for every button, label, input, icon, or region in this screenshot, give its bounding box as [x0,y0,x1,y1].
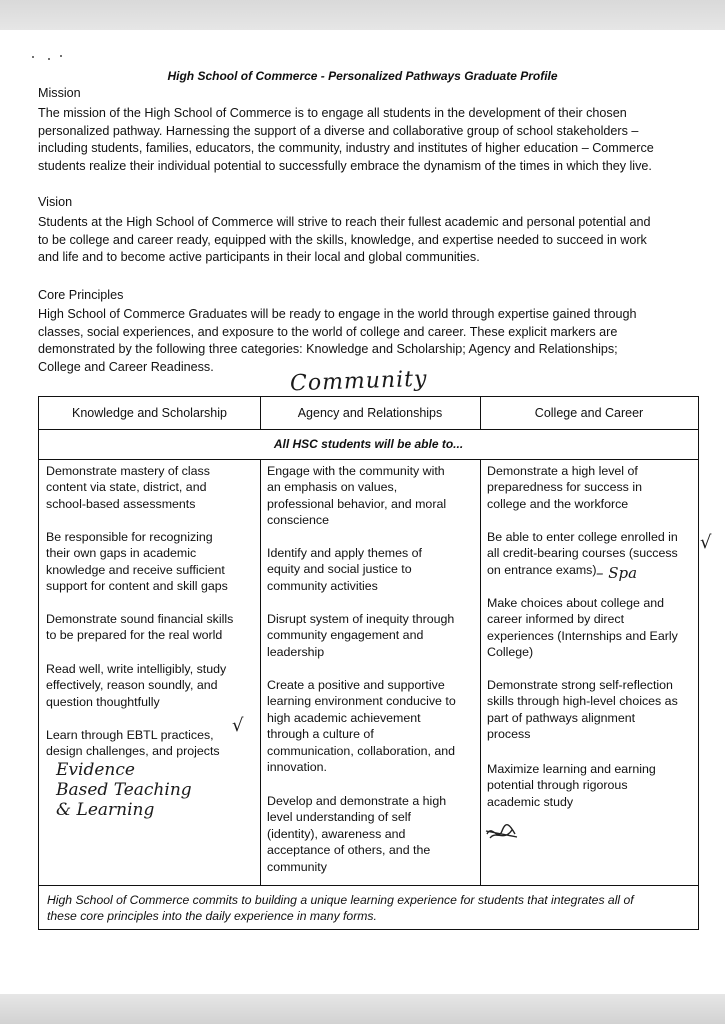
core-principles-heading: Core Principles [38,288,124,302]
list-item: Demonstrate sound financial skills to be prepared for the real world [46,612,234,643]
list-item: Disrupt system of inequity through community engagement and leadership [267,612,455,659]
handwritten-community-note: Community [289,366,428,397]
scribble-icon [484,822,520,844]
mission-heading: Mission [38,86,81,100]
footer-line: these core principles into the daily experience in many forms. [47,909,377,924]
list-item: Develop and demonstrate a high level understanding of self (identity), awareness and acceptance of others, and the community [267,794,447,874]
handwritten-spa-note: – Spa [596,564,638,582]
vision-line: and life and to become active participants in their local and global communities. [38,250,480,264]
header-college-career: College and Career [534,406,644,420]
scan-edge-bottom [0,994,725,1024]
core-principles-line: College and Career Readiness. [38,359,214,374]
header-agency-relationships: Agency and Relationships [297,406,443,420]
graduate-profile-table [38,396,699,930]
mission-line: personalized pathway. Harnessing the support of a diverse and collaborative group of school stakeholders – [38,123,639,138]
core-principles-line: classes, social experiences, and exposure to the world of college and career. These explicit markers are [38,324,618,339]
list-item: Engage with the community with an emphasis on values, professional behavior, and moral conscience [267,464,447,528]
list-item: Be able to enter college enrolled in all credit-bearing courses (success on entrance exams) [487,530,678,577]
column-divider [260,459,261,885]
mission-line: students realize their individual potential to successfully embrace the dynamism of the times in which they live. [38,158,652,173]
vision-line: Students at the High School of Commerce will strive to reach their fullest academic and personal potential and [38,215,651,229]
mission-line: including students, families, educators, the community, industry and institutes of higher education – Commerce [38,141,654,155]
table-header-row [39,397,698,430]
list-item: Identify and apply themes of equity and social justice to community activities [267,546,422,593]
handwritten-check-icon: √ [700,532,712,553]
list-item: Demonstrate strong self-reflection skills through high-level choices as part of pathways alignment process [487,678,678,742]
footer-line: High School of Commerce commits to building a unique learning experience for students that integrates all of [47,893,634,907]
list-item: Demonstrate mastery of class content via state, district, and school-based assessments [46,464,210,511]
core-principles-line: High School of Commerce Graduates will be ready to engage in the world through expertise gained through [38,307,637,321]
list-item: Maximize learning and earning potential through rigorous academic study [487,762,656,809]
table-footer [39,885,698,929]
handwritten-evidence-note: Evidence Based Teaching & Learning [56,760,192,820]
vision-line: to be college and career ready, equipped with the skills, knowledge, and expertise needed to succeed in work [38,232,647,247]
vision-text [38,214,703,267]
list-item: Read well, write intelligibly, study effectively, reason soundly, and question thoughtfully [46,662,227,709]
mission-text [38,105,703,175]
core-principles-line: demonstrated by the following three categories: Knowledge and Scholarship; Agency and Relationships; [38,342,618,356]
core-principles-text [38,306,703,376]
column-divider [260,397,261,429]
list-item: Make choices about college and career informed by direct experiences (Internships and Early College) [487,596,678,660]
column-divider [480,459,481,885]
table-subheader: All HSC students will be able to... [39,429,698,460]
scan-edge-top [0,0,725,30]
list-item: Create a positive and supportive learning environment conducive to high academic achievement through a culture of communication, collaboration, and innovation. [267,678,456,775]
list-item: Learn through EBTL practices, design challenges, and projects [46,728,220,759]
list-item: Demonstrate a high level of preparedness for success in college and the workforce [487,464,642,511]
handwritten-check-icon: √ [232,715,244,736]
column-divider [480,397,481,429]
document-title: High School of Commerce - Personalized Pathways Graduate Profile [167,69,558,83]
header-knowledge-scholarship: Knowledge and Scholarship [72,406,227,420]
vision-heading: Vision [38,195,73,209]
list-item: Be responsible for recognizing their own gaps in academic knowledge and receive sufficient support for content and skill gaps [46,530,228,594]
mission-line: The mission of the High School of Commerce is to engage all students in the development of their chosen [38,106,627,120]
